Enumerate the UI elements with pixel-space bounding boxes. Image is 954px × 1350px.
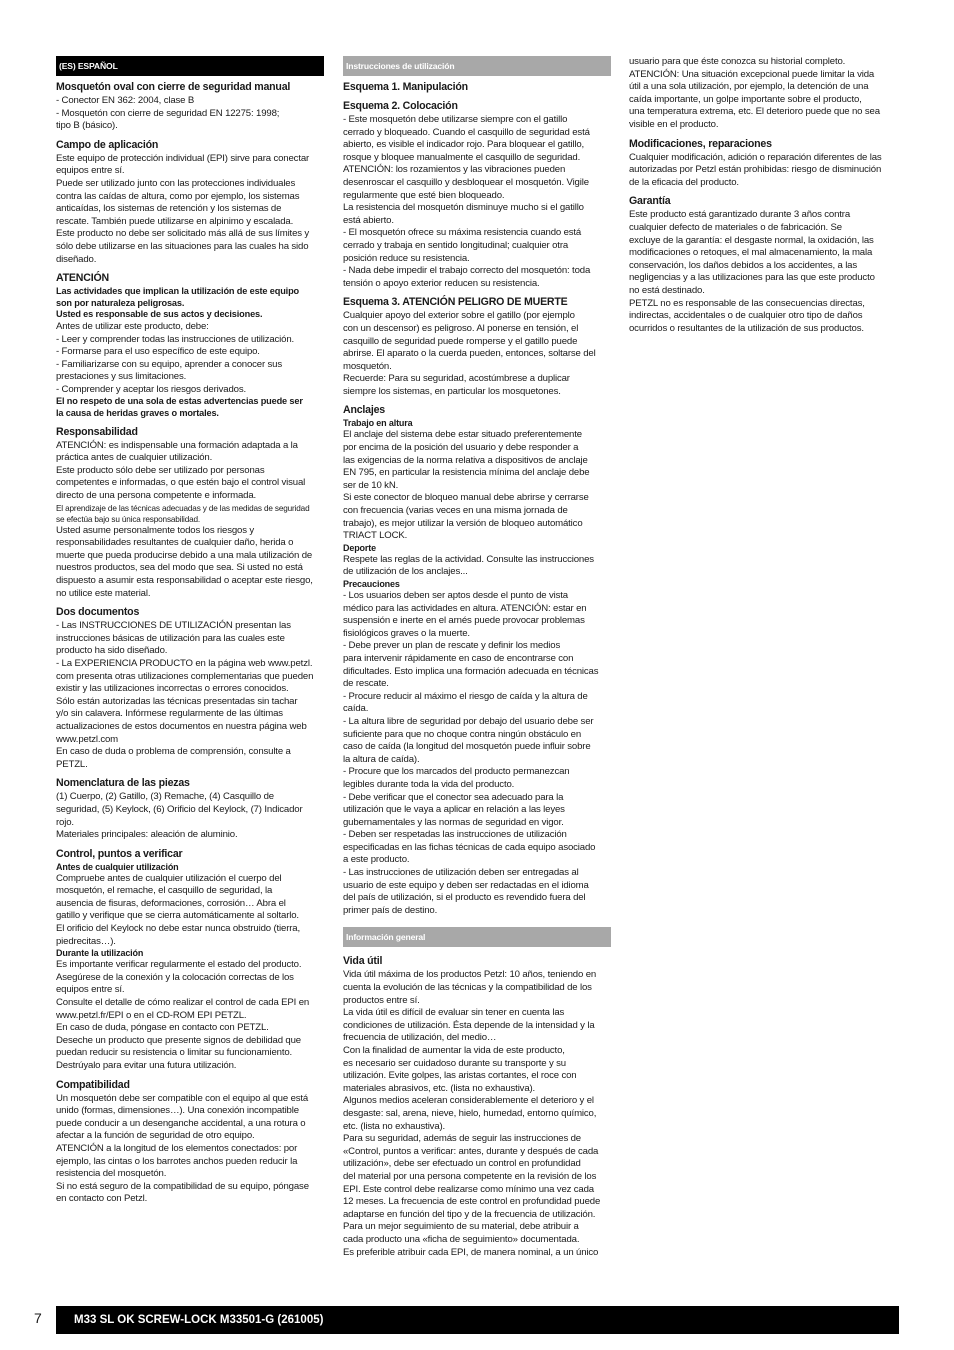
text-modificaciones: Cualquier modificación, adición o reparación diferentes de las autorizadas por Petzl están prohibidas: riesgo de disminución de la eficacia del producto. [629, 151, 882, 188]
section-band-instrucciones: Instrucciones de utilización [343, 56, 611, 76]
text-vida-util: Vida útil máxima de los productos Petzl: 10 años, teniendo en cuenta la evolución de las técnicas y la compatibilidad de los productos entre sí. La vida útil es difícil de evaluar sin tener en cuenta las condiciones de utilización. Ésta depende de la intensidad y la frecuencia de utilización, del medio… Con la finalidad de aumentar la vida de este producto, es necesario ser cuidadoso durante su transporte y su utilización. Evite golpes, las aristas cortantes, el roce con materiales abrasivos, etc. (lista no exhaustiva). Algunos medios aceleran considerablemente el deterioro y el desgaste: sal, arena, nieve, hielo, humedad, entorno químico, etc. (lista no exhaustiva). Para su seguridad, además de seguir las instrucciones de «Control, puntos a verificar: antes, durante y después de cada utilización», debe ser efectuado un control en profundidad del material por una persona competente en la revisión de los EPI. Este control debe realizarse como mínimo una vez cada 12 meses. La frecuencia de este control en profundidad puede adaptarse en función del tipo y de la frecuencia de utilización. Para un mejor seguimiento de su material, debe atribuir a cada producto una «ficha de seguimiento» documentada. Es preferible atribuir cada EPI, de manera nominal, a un único [343, 969, 601, 1258]
text-esquema-2: - Este mosquetón debe utilizarse siempre con el gatillo cerrado y bloqueado. Cuando el casquillo de seguridad está abierto, es visible el indicador rojo. Para bloquear el gatillo, rosque y bloquee manualmente el casquillo de seguridad. ATENCIÓN: los rozamientos y las vibraciones pueden desenroscar el casquillo y desbloquear el mosquetón. Vigile regularmente que esté bien bloqueado. La resistencia del mosquetón disminuye mucho si el gatillo está abierto. - El mosquetón ofrece su máxima resistencia cuando está cerrado y trabaja en sentido longitudinal; cualquier otra posición reduce su resistencia. - Nada debe impedir el trabajo correcto del mosquetón: toda tensión o apoyo exterior reducen su resistencia. [343, 114, 591, 289]
page-number: 7 [34, 1310, 42, 1326]
text-dos-documentos: - Las INSTRUCCIONES DE UTILIZACIÓN presentan las instrucciones básicas de utilización para las cuales este producto ha sido diseñado. - La EXPERIENCIA PRODUCTO en la página web www.petzl. com presenta otras utilizaciones complementarias que pueden existir y las utilizaciones incorrectas o errores conocidos. Sólo están autorizadas las técnicas presentadas sin tachar y/o sin calavera. Infórmese regularmente de las últimas actualizaciones de estos documentos en nuestra página web www.petzl.com En caso de duda o problema de comprensión, consulte a PETZL. [56, 620, 314, 770]
text-trabajo-altura: El anclaje del sistema debe estar situado preferentemente por encima de la posición del usuario y debe responder a las exigencias de la norma relativa a dispositivos de anclaje EN 795, en particular la resistencia mínima del anclaje debe ser de 10 kN. Si este conector de bloqueo manual debe abrirse y cerrarse con frecuencia (varias veces en una misma jornada de trabajo), es mejor utilizar la versión de bloqueo automático TRIACT LOCK. [343, 429, 590, 542]
heading-compatibilidad: Compatibilidad [56, 1078, 130, 1091]
text-atencion-bold-1: Las actividades que implican la utilización de este equipo son por naturaleza peligrosas. Usted es responsable de sus actos y decisiones. [56, 286, 300, 320]
text-control-durante: Es importante verificar regularmente el estado del producto. Asegúrese de la conexión y la colocación correctas de los equipos entre sí. Consulte el detalle de cómo realizar el control de cada EPI en www.petzl.fr/EPI o en el CD-ROM EPI PETZL. En caso de duda, póngase en contacto con PETZL. Deseche un producto que presente signos de debilidad que puedan reducir su resistencia o limitar su funcionamiento. Destrúyalo para evitar una futura utilización. [56, 959, 310, 1071]
column-3 [629, 56, 897, 335]
text-atencion: Antes de utilizar este producto, debe: - Leer y comprender todas las instrucciones de utilización. - Formarse para el uso específico de este equipo. - Familiarizarse con su equipo, aprender a conocer sus prestaciones y sus limitaciones. - Comprender y aceptar los riesgos derivados. [56, 320, 295, 395]
text-vida-util-cont: usuario para que éste conozca su historial completo. ATENCIÓN: Una situación excepcional puede limitar la vida útil a una sola utilización, por ejemplo, la detención de una caída importante, un golpe importante sobre el producto, una temperatura extrema, etc. El deterioro puede que no sea visible en el producto. [629, 56, 880, 130]
product-standards: - Conector EN 362: 2004, clase B - Mosquetón con cierre de seguridad EN 12275: 1998; tipo B (básico). [56, 95, 280, 132]
heading-control: Control, puntos a verificar [56, 847, 183, 860]
text-responsabilidad-small: El aprendizaje de las técnicas adecuadas y de las medidas de seguridad se efectúa bajo su única responsabilidad. [56, 503, 310, 524]
heading-anclajes: Anclajes [343, 404, 385, 417]
column-2 [343, 56, 611, 1259]
heading-modificaciones: Modificaciones, reparaciones [629, 137, 772, 150]
text-campo: Este equipo de protección individual (EPI) sirve para conectar equipos entre sí. Puede ser utilizado junto con las protecciones individuales contra las caídas de altura, como por ejemplo, los sistemas anticaídas, los sistemas de retención y los sistemas de rescate. También puede utilizarse en alpinimo y escalada. Este producto no debe ser solicitado más allá de sus límites y sólo debe utilizarse en las situaciones para las cuales ha sido diseñado. [56, 152, 310, 265]
text-control-antes: Compruebe antes de cualquier utilización el cuerpo del mosquetón, el remache, el casquillo de seguridad, la ausencia de fisuras, deformaciones, corrosión… Abra el gatillo y verifique que se cierra automáticamente al soltarlo. El orificio del Keylock no debe estar nunca obstruido (tierra, piedrecitas…). [56, 872, 301, 947]
text-responsabilidad-1: ATENCIÓN: es indispensable una formación adaptada a la práctica antes de cualquier utilización. Este producto sólo debe ser utilizado por personas competentes e informadas, o que estén bajo el control visual directo de una persona competente e informada. [56, 439, 306, 502]
heading-vida-util: Vida útil [343, 955, 383, 968]
heading-nomenclatura: Nomenclatura de las piezas [56, 777, 190, 790]
heading-esquema-3: Esquema 3. ATENCIÓN PELIGRO DE MUERTE [343, 296, 568, 309]
heading-atencion: ATENCIÓN [56, 272, 109, 285]
subheading-antes: Antes de cualquier utilización [56, 861, 179, 872]
text-responsabilidad-2: Usted asume personalmente todos los riesgos y responsabilidades resultantes de cualquier daño, herida o muerte que pueda producirse debido a una mala utilización de nuestros productos, sea del modo que sea. Si usted no está dispuesto a asumir esta responsabilidad o aceptar este riesgo, no utilice este material. [56, 524, 313, 599]
text-garantia: Este producto está garantizado durante 3 años contra cualquier defecto de materiales o de fabricación. Se excluye de la garantía: el desgaste normal, la oxidación, las modificaciones o retoques, el mal almacenamiento, la mala conservación, los daños debidos a los accidentes, a las negligencias y a las utilizaciones para las que este producto no está destinado. PETZL no es responsable de las consecuencias directas, indirectas, accidentales o de cualquier otro tipo de daños ocurridos o resultantes de la utilización de sus productos. [629, 209, 875, 334]
heading-dos-documentos: Dos documentos [56, 606, 140, 619]
subheading-precauciones: Precauciones [343, 579, 400, 589]
heading-responsabilidad: Responsabilidad [56, 425, 138, 438]
subheading-trabajo-altura: Trabajo en altura [343, 418, 413, 429]
heading-esquema-1: Esquema 1. Manipulación [343, 81, 468, 93]
footer-bar: M33 SL OK SCREW-LOCK M33501-G (261005) [56, 1306, 899, 1334]
subheading-deporte: Deporte [343, 542, 376, 553]
text-atencion-bold-2: El no respeto de una sola de estas advertencias puede ser la causa de heridas graves o mortales. [56, 396, 303, 419]
section-band-informacion: Información general [343, 927, 611, 947]
text-precauciones: - Los usuarios deben ser aptos desde el punto de vista médico para las actividades en altura. ATENCIÓN: estar en suspensión e inerte en el arnés puede provocar problemas fisiológicos graves o la muerte. - Debe prever un plan de rescate y definir los medios para intervenir rápidamente en caso de encontrarse con dificultades. Esto implica una formación adecuada en técnicas de rescate. - Procure reducir al máximo el riesgo de caída y la altura de caída. - La altura libre de seguridad por debajo del usuario debe ser suficiente para que no choque contra ningún obstáculo en caso de caída (la longitud del mosquetón puede influir sobre la altura de caída). - Procure que los marcados del producto permanezcan legibles durante toda la vida del producto. - Debe verificar que el conector sea adecuado para la utilización que le vaya a aplicar en relación a las leyes gubernamentales y las normas de seguridad en vigor. - Deben ser respetadas las instrucciones de utilización especificadas en las fichas técnicas de cada equipo asociado a este producto. - Las instrucciones de utilización deben ser entregadas al usuario de este equipo y deben ser redactadas en el idioma del país de utilización, si el producto es revendido fuera del primer país de destino. [343, 590, 599, 916]
text-nomenclatura: (1) Cuerpo, (2) Gatillo, (3) Remache, (4) Casquillo de seguridad, (5) Keylock, (6) Orificio del Keylock, (7) Indicador rojo. Materiales principales: aleación de aluminio. [56, 791, 303, 841]
text-compatibilidad: Un mosquetón debe ser compatible con el equipo al que está unido (formas, dimensiones…). Una conexión incompatible puede conducir a un desenganche accidental, a una rotura o afectar a la función de seguridad de otro equipo. ATENCIÓN a la longitud de los elementos conectados: por ejemplo, las cintas o los barrotes anchos pueden reducir la resistencia del mosquetón. Si no está seguro de la compatibilidad de su equipo, póngase en contacto con Petzl. [56, 1092, 309, 1205]
heading-garantia: Garantía [629, 195, 671, 208]
subheading-durante: Durante la utilización [56, 948, 144, 959]
text-deporte: Respete las reglas de la actividad. Consulte las instrucciones de utilización de los anclajes... [343, 553, 594, 578]
heading-campo: Campo de aplicación [56, 138, 159, 151]
heading-esquema-2: Esquema 2. Colocación [343, 100, 458, 112]
language-band: (ES) ESPAÑOL [56, 56, 324, 76]
product-title: Mosquetón oval con cierre de seguridad manual [56, 81, 291, 93]
column-1 [56, 56, 324, 1206]
text-esquema-3: Cualquier apoyo del exterior sobre el gatillo (por ejemplo con un descensor) es peligroso. Al ponerse en tensión, el casquillo de seguridad puede romperse y el gatillo puede abrirse. El aparato o la cuerda pueden, entonces, soltarse del mosquetón. Recuerde: Para su seguridad, acostúmbrese a duplicar siempre los sistemas, en particular los mosquetones. [343, 310, 596, 397]
